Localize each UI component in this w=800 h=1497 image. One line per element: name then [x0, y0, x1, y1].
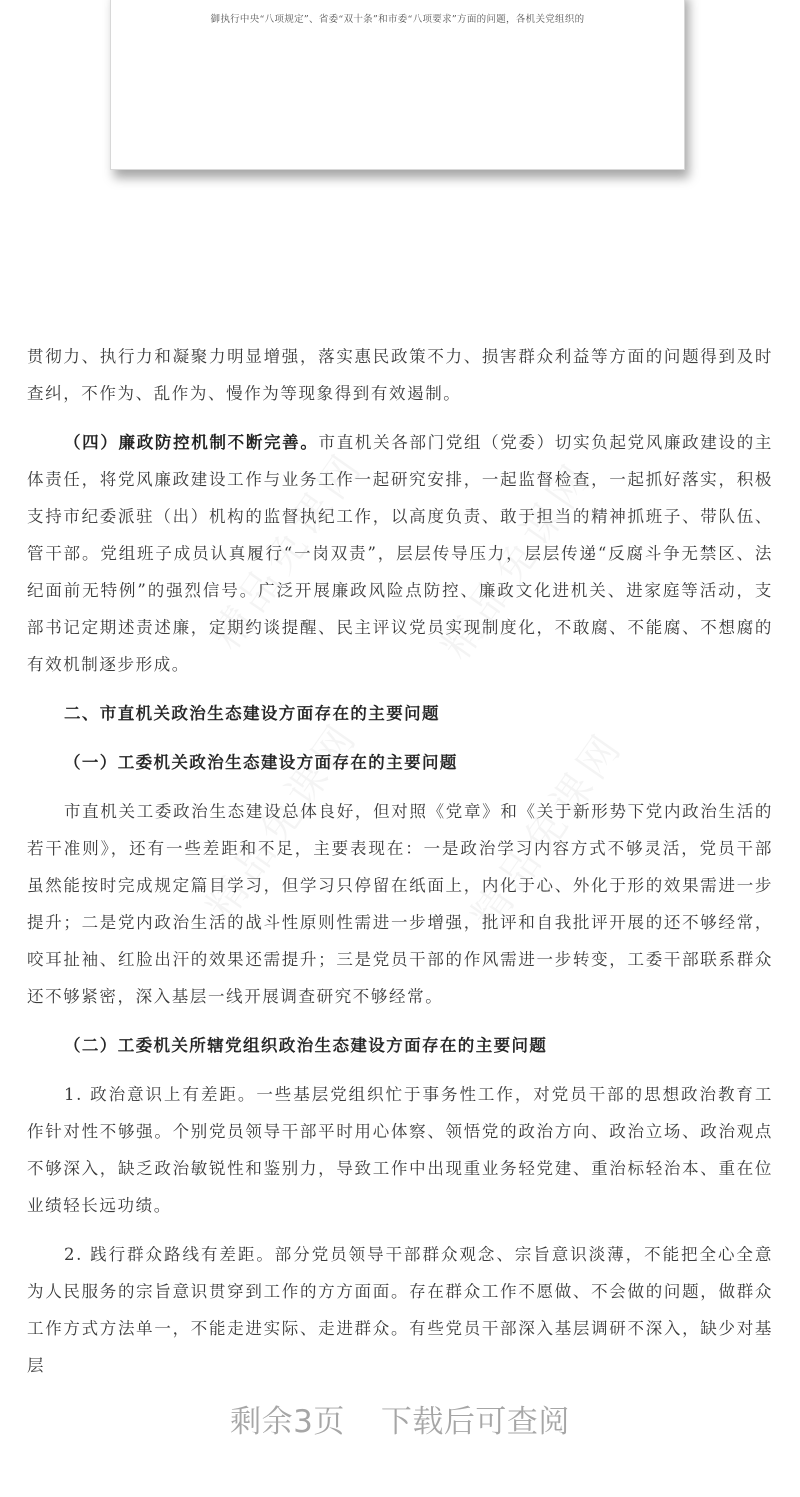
previous-page-preview — [110, 0, 685, 170]
point-2-paragraph: 2. 践行群众路线有差距。部分党员领导干部群众观念、宗旨意识淡薄，不能把全心全意为人民服务的宗旨意识贯穿到工作的方方面面。存在群众工作不愿做、不会做的问题，做群众工作方式方法单一，不能走进实际、走进群众。有些党员干部深入基层调研不深入，缺少对基层 — [27, 1245, 773, 1375]
preview-text-line: 御执行中央“八项规定”、省委“双十条”和市委“八项要求”方面的问题，各机关党组织的 — [210, 14, 585, 25]
section-4-body: 市直机关各部门党组（党委）切实负起党风廉政建设的主体责任，将党风廉政建设工作与业务工作一起研究安排，一起监督检查，一起抓好落实，积极支持市纪委派驻（出）机构的监督执纪工作，以高度负责、敢于担当的精神抓班子、带队伍、管干部。党组班子成员认真履行“一岗双责”，层层传导压力，层层传递“反腐斗争无禁区、法纪面前无特例”的强烈信号。广泛开展廉政风险点防控、廉政文化进机关、进家庭等活动，支部书记定期述责述廉，定期约谈提醒、民主评议党员实现制度化，不敢腐、不能腐、不想腐的有效机制逐步形成。 — [27, 433, 774, 674]
subheading-2-2: （二）工委机关所辖党组织政治生态建设方面存在的主要问题 — [64, 1036, 548, 1055]
section-4-lead: （四）廉政防控机制不断完善。 — [64, 433, 319, 452]
document-body — [27, 338, 773, 1384]
point-1-paragraph: 1. 政治意识上有差距。一些基层党组织忙于事务性工作，对党员干部的思想政治教育工作针对性不够强。个别党员领导干部平时用心体察、领悟党的政治方向、政治立场、政治观点不够深入，缺乏政治敏锐性和鉴别力，导致工作中出现重业务轻党建、重治标轻治本、重在位业绩轻长远功绩。 — [27, 1085, 773, 1215]
remaining-pages-label: 剩余3页 — [230, 1404, 345, 1440]
continuation-paragraph: 贯彻力、执行力和凝聚力明显增强，落实惠民政策不力、损害群众利益等方面的问题得到及时查纠，不作为、乱作为、慢作为等现象得到有效遏制。 — [27, 347, 773, 403]
paragraph-2-1: 市直机关工委政治生态建设总体良好，但对照《党章》和《关于新形势下党内政治生活的若干准则》，还有一些差距和不足，主要表现在：一是政治学习内容方式不够灵活，党员干部虽然能按时完成规定篇目学习，但学习只停留在纸面上，内化于心、外化于形的效果需进一步提升；二是党内政治生活的战斗性原则性需进一步增强，批评和自我批评开展的还不够经常，咬耳扯袖、红脸出汗的效果还需提升；三是党员干部的作风需进一步转变，工委干部联系群众还不够紧密，深入基层一线开展调查研究不够经常。 — [27, 802, 773, 1006]
download-to-read-banner[interactable] — [0, 1396, 800, 1441]
download-prompt-label: 下载后可查阅 — [380, 1404, 570, 1440]
section-4-paragraph — [27, 424, 773, 683]
heading-section-2: 二、市直机关政治生态建设方面存在的主要问题 — [64, 704, 440, 723]
subheading-2-1: （一）工委机关政治生态建设方面存在的主要问题 — [64, 753, 458, 772]
